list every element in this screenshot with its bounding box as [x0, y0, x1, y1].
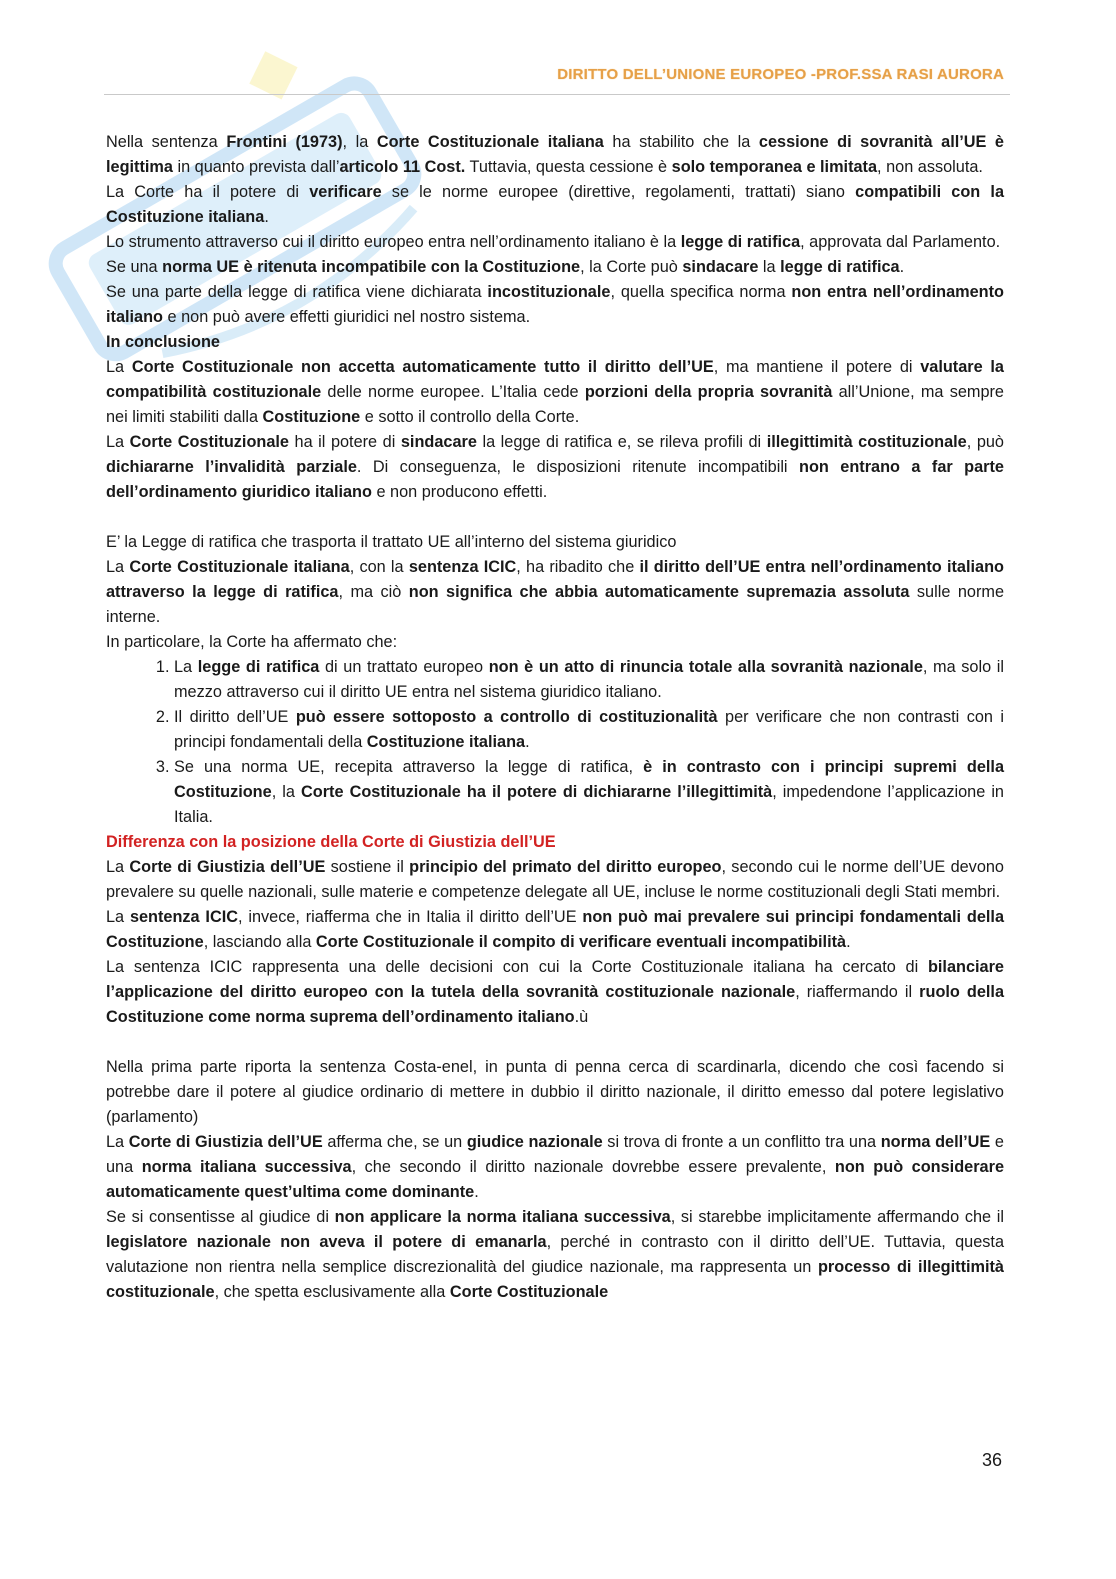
paragraph — [106, 530, 1004, 555]
text-run: La — [174, 658, 198, 676]
text-run: , ma ciò — [338, 583, 409, 601]
text-run: La — [106, 1133, 129, 1151]
bold-text: compatibili con la Costituzione italiana — [106, 183, 1004, 226]
bold-text: è in contrasto con i principi supremi della Costituzione — [174, 758, 1004, 801]
text-run: . Di conseguenza, le disposizioni ritenute incompatibili — [356, 458, 799, 476]
text-run: Lo strumento attraverso cui il diritto europeo entra nell’ordinamento italiano è la — [106, 233, 681, 251]
paragraph — [106, 180, 1004, 230]
text-run: , quella specifica norma — [610, 283, 792, 301]
text-run: , riaffermando il — [795, 983, 920, 1001]
text-run: e non può avere effetti giuridici nel nostro sistema. — [163, 308, 531, 326]
bold-text: bilanciare l’applicazione del diritto europeo con la tutela della sovranità costituzionale nazionale — [106, 958, 1004, 1001]
text-run: ha stabilito che la — [603, 133, 759, 151]
bold-text: non entrano a far parte dell’ordinamento giuridico italiano — [106, 458, 1004, 501]
text-run: La — [106, 358, 132, 376]
text-run: , invece, riafferma che in Italia il diritto dell’UE — [238, 908, 583, 926]
bold-text: sindacare — [682, 258, 759, 276]
bold-text: verificare — [309, 183, 382, 201]
bold-text: solo temporanea e limitata — [671, 158, 878, 176]
text-run: e non producono effetti. — [371, 483, 548, 501]
bold-text: incostituzionale — [487, 283, 611, 301]
bold-text: norma dell’UE — [880, 1133, 991, 1151]
paragraph — [106, 430, 1004, 505]
document-body — [106, 130, 1004, 1305]
text-run: Se una parte della legge di ratifica viene dichiarata — [106, 283, 488, 301]
bold-text: Corte di Giustizia dell’UE — [129, 858, 326, 876]
bold-text: norma italiana successiva — [141, 1158, 352, 1176]
bold-text: Corte Costituzionale italiana — [129, 558, 350, 576]
bold-text: non può mai prevalere sui principi fondamentali della Costituzione — [106, 908, 1004, 951]
text-run: La — [106, 433, 130, 451]
text-run: la — [758, 258, 781, 276]
text-run: La — [106, 558, 130, 576]
text-run: , che spetta esclusivamente alla — [214, 1283, 450, 1301]
bold-text: legge di ratifica — [680, 233, 801, 251]
bold-text: non entra nell’ordinamento italiano — [106, 283, 1004, 326]
paragraph — [106, 355, 1004, 430]
paragraph-gap — [106, 1030, 1004, 1055]
paragraph — [106, 1205, 1004, 1305]
text-run: in quanto prevista dall’ — [172, 158, 340, 176]
bold-text: sindacare — [400, 433, 477, 451]
bold-text: articolo 11 Cost. — [339, 158, 466, 176]
bold-text: processo di illegittimità costituzionale — [106, 1258, 1004, 1301]
text-run: ha il potere di — [288, 433, 401, 451]
paragraph — [106, 905, 1004, 955]
bold-text: cessione di sovranità all’UE è legittima — [106, 133, 1004, 176]
bold-text: dichiararne l’invalidità parziale — [106, 458, 357, 476]
text-run: Tuttavia, questa cessione è — [465, 158, 672, 176]
text-run: sostiene il — [325, 858, 410, 876]
bold-text: Costituzione italiana — [366, 733, 526, 751]
page-number: 36 — [981, 1450, 1002, 1470]
text-run: , si starebbe implicitamente affermando che il — [670, 1208, 1005, 1226]
bold-text: legge di ratifica — [197, 658, 320, 676]
text-run: , la — [271, 783, 301, 801]
text-run: , la Corte può — [580, 258, 683, 276]
list-item — [174, 755, 1004, 830]
text-run: . — [846, 933, 851, 951]
text-run: , perché in contrasto con il diritto dell’UE. Tuttavia, questa valutazione non rientra nella semplice discrezionalità del giudice nazionale, ma rappresenta un — [106, 1233, 1004, 1276]
bold-text: Corte Costituzionale italiana — [376, 133, 604, 151]
bold-text: Corte Costituzionale ha il potere di dichiararne l’illegittimità — [301, 783, 773, 801]
text-run: , ma solo il mezzo attraverso cui il diritto UE entra nel sistema giuridico italiano. — [174, 658, 1004, 701]
bold-text: il diritto dell’UE entra nell’ordinamento italiano attraverso la legge di ratifica — [106, 558, 1004, 601]
bold-text: Costituzione — [262, 408, 361, 426]
text-run: di un trattato europeo — [319, 658, 489, 676]
text-run: In particolare, la Corte ha affermato che: — [106, 633, 398, 651]
text-run: Se si consentisse al giudice di — [106, 1208, 335, 1226]
bold-text: Corte di Giustizia dell’UE — [128, 1133, 323, 1151]
list-item — [174, 655, 1004, 705]
text-run: Il diritto dell’UE — [174, 708, 296, 726]
bold-text: legge di ratifica — [780, 258, 900, 276]
bold-text: non significa che abbia automaticamente supremazia assoluta — [408, 583, 910, 601]
paragraph — [106, 1130, 1004, 1205]
paragraph — [106, 555, 1004, 630]
paragraph — [106, 630, 1004, 655]
text-run: . — [899, 258, 905, 276]
bold-text: sentenza ICIC — [129, 908, 238, 926]
paragraph — [106, 280, 1004, 330]
bold-text: non può considerare automaticamente quest’ultima come dominante — [106, 1158, 1004, 1201]
bold-text: Frontini (1973) — [226, 133, 343, 151]
bold-text: sentenza ICIC — [408, 558, 517, 576]
text-run: afferma che, se un — [322, 1133, 467, 1151]
paragraph — [106, 1055, 1004, 1130]
numbered-list — [106, 655, 1004, 830]
bold-text: può essere sottoposto a controllo di costituzionalità — [295, 708, 718, 726]
bold-text: Corte Costituzionale — [129, 433, 289, 451]
text-run: La Corte ha il potere di — [106, 183, 310, 201]
text-run: , lasciando alla — [203, 933, 316, 951]
text-run: e sotto il controllo della Corte. — [360, 408, 580, 426]
text-run: , la — [342, 133, 377, 151]
text-run: si trova di fronte a un conflitto tra una — [602, 1133, 881, 1151]
text-run: , approvata dal Parlamento. — [800, 233, 1001, 251]
text-run: , secondo cui le norme dell’UE devono prevalere su quelle nazionali, sulle materie e competenze delegate all UE, incluse le norme costituzionali degli Stati membri. — [106, 858, 1004, 901]
bold-text: porzioni della propria sovranità — [584, 383, 833, 401]
text-run: La — [106, 858, 130, 876]
paragraph — [106, 955, 1004, 1030]
paragraph — [106, 330, 1004, 355]
paragraph — [106, 855, 1004, 905]
bold-text: Corte Costituzionale — [449, 1283, 609, 1301]
text-run: Se una norma UE, recepita attraverso la legge di ratifica, — [174, 758, 644, 776]
text-run: Nella prima parte riporta la sentenza Costa-enel, in punta di penna cerca di scardinarla, dicendo che così facendo si potrebbe dare il potere al giudice ordinario di mettere in dubbio il diritto nazionale, il diritto emesso dal potere legislativo (parlamento) — [106, 1058, 1004, 1126]
paragraph — [106, 255, 1004, 280]
text-run: la legge di ratifica e, se rileva profili di — [476, 433, 767, 451]
text-run: delle norme europee. L’Italia cede — [321, 383, 585, 401]
text-run: La — [106, 908, 130, 926]
text-run: Nella sentenza — [106, 133, 227, 151]
text-run: . — [264, 208, 269, 226]
bold-text: legislatore nazionale non aveva il potere di emanarla — [106, 1233, 547, 1251]
text-run: E’ la Legge di ratifica che trasporta il trattato UE all’interno del sistema giuridico — [106, 533, 677, 551]
document-header-title: DIRITTO DELL’UNIONE EUROPEO -PROF.SSA RASI AURORA — [557, 66, 1004, 83]
text-run: e una — [106, 1133, 1004, 1176]
section-heading: Differenza con la posizione della Corte di Giustizia dell’UE — [106, 833, 556, 851]
bold-text: ruolo della Costituzione come norma suprema dell’ordinamento italiano — [106, 983, 1005, 1026]
bold-text: illegittimità costituzionale — [766, 433, 967, 451]
text-run: , può — [966, 433, 1004, 451]
text-run: , ha ribadito che — [516, 558, 640, 576]
text-run: , non assoluta. — [877, 158, 983, 176]
text-run: . — [525, 733, 530, 751]
text-run: all’Unione, ma sempre nei limiti stabiliti dalla — [106, 383, 1004, 426]
bold-text: Corte Costituzionale il compito di verificare eventuali incompatibilità — [315, 933, 847, 951]
text-run: . — [474, 1183, 479, 1201]
bold-text: valutare la compatibilità costituzionale — [106, 358, 1004, 401]
text-run: , che secondo il diritto nazionale dovrebbe essere prevalente, — [351, 1158, 835, 1176]
text-run: , con la — [349, 558, 409, 576]
bold-text: principio del primato del diritto europeo — [409, 858, 722, 876]
bold-text: giudice nazionale — [466, 1133, 603, 1151]
text-run: per verificare che non contrasti con i principi fondamentali della — [174, 708, 1004, 751]
bold-text: norma UE è ritenuta incompatibile con la Costituzione — [162, 258, 581, 276]
text-run: .ù — [574, 1008, 589, 1026]
list-item — [174, 705, 1004, 755]
text-run: se le norme europee (direttive, regolamenti, trattati) siano — [381, 183, 856, 201]
paragraph — [106, 230, 1004, 255]
bold-text: In conclusione — [106, 333, 220, 351]
paragraph — [106, 130, 1004, 180]
text-run: , ma mantiene il potere di — [713, 358, 921, 376]
bold-text: non è un atto di rinuncia totale alla sovranità nazionale — [488, 658, 923, 676]
text-run: La sentenza ICIC rappresenta una delle decisioni con cui la Corte Costituzionale italiana ha cercato di — [106, 958, 928, 976]
text-run: sulle norme interne. — [106, 583, 1004, 626]
header-divider — [104, 94, 1010, 95]
text-run: , impedendone l’applicazione in Italia. — [174, 783, 1004, 826]
bold-text: non applicare la norma italiana successiva — [334, 1208, 671, 1226]
text-run: Se una — [106, 258, 163, 276]
bold-text: Corte Costituzionale non accetta automaticamente tutto il diritto dell’UE — [131, 358, 714, 376]
paragraph-gap — [106, 505, 1004, 530]
